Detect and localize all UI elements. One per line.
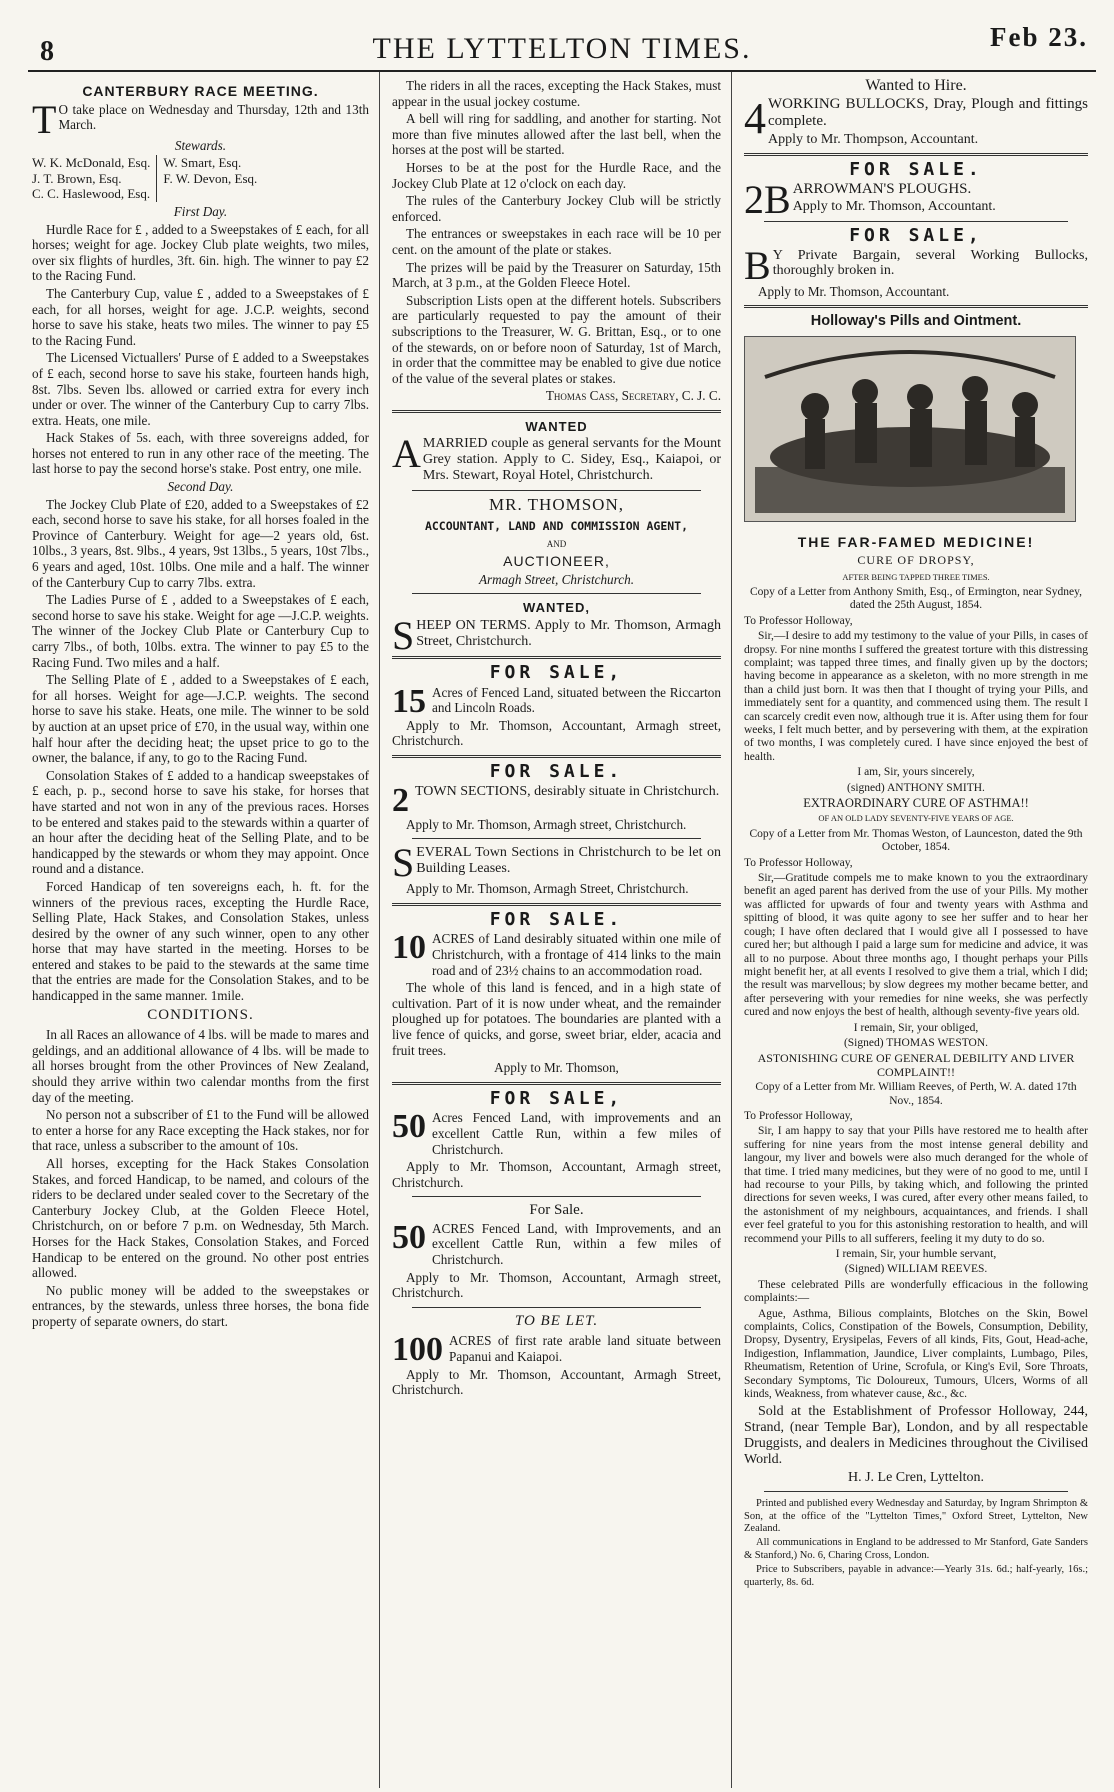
race-paragraph: Horses to be at the post for the Hurdle Race, and the Jockey Club Plate at 12 o'clock on each day. [392, 159, 721, 191]
divider [764, 221, 1068, 222]
sale-ad: 2 TOWN SECTIONS, desirably situate in Christchurch. [392, 781, 720, 819]
dropsy-subheading: AFTER BEING TAPPED THREE TIMES. [842, 571, 990, 582]
for-sale-heading: FOR SALE, [849, 224, 983, 246]
first-day-heading: First Day. [173, 203, 228, 219]
sold-at: Sold at the Establishment of Professor Holloway, 244, Strand, (near Temple Bar), London, and by all respectable Druggists, and dealers in Medicines throughout the Civilised World. [744, 1403, 1088, 1467]
divider [392, 903, 721, 906]
testimonial-body: Sir,—Gratitude compels me to make known to you the extraordinary benefit an aged parent has derived from the use of your Pills. My mother was afflicted for upwards of four and twenty years with Asthma and spitting of blood, it was quite agony to see her suffer and to hear her cough; I have often declared that I would give all I possessed to have cured her; but although I paid a large sum for medicine and advice, it was all to no purpose. About three months ago, I thought perhaps your Pills might benefit her, at all events I resolved to give them a trial, which I did; the result was marvellous; by slow degrees my mother became better, and after persevering with your remedies for nine weeks, she was perfectly cured and now enjoys the best of health, although seventy-five years old. [744, 872, 1088, 1019]
complaints-list: Ague, Asthma, Bilious complaints, Blotches on the Skin, Bowel complaints, Colics, Constipation of the Bowels, Consumption, Debility, Dropsy, Dysentry, Erysipelas, Fevers of all kinds, Fits, Gout, Head-ache, Indigestion, Inflammation, Jaundice, Liver complaints, Lumbago, Piles, Rheumatism, Retention of Urine, Scrofula, or King's Evil, Sore Throats, Secondary Symptoms, Tic Doloureux, Tumours, Ulcers, Worms of all kinds, Weakness, from whatever cause, &c., &c. [744, 1307, 1088, 1401]
hire-apply: Apply to Mr. Thompson, Accountant. [768, 131, 979, 147]
sale-apply: Apply to Mr. Thomson, Accountant, Armagh street, Christchurch. [392, 717, 721, 749]
sale-ad: 15 Acres of Fenced Land, situated between the Riccarton and Lincoln Roads. [392, 682, 721, 720]
divider [392, 656, 721, 659]
imprint-line: Price to Subscribers, payable in advance:—Yearly 31s. 6d.; half-yearly, 16s.; quarterly, 8s. 6d. [744, 1564, 1088, 1588]
race-heading: CANTERBURY RACE MEETING. [82, 83, 319, 99]
divider [744, 305, 1088, 308]
letter-close: I remain, Sir, your humble servant, [835, 1248, 997, 1261]
imprint-line: All communications in England to be addressed to Mr Stanford, Gate Sanders & Stanford,) No. 6, Charing Cross, London. [744, 1537, 1088, 1561]
divider [392, 1082, 721, 1085]
race-paragraph: The Ladies Purse of £ , added to a Sweepstakes of £ each, second horse to save his stake. Weight for age —J.C.P. weights. The winner of the Jockey Club Plate or Canterbury Cup to carry 7lbs., of both, 10lbs. extra. The winner to pay £5 to the Racing Fund. Two miles and a half. [32, 592, 369, 670]
letter-close: I am, Sir, yours sincerely, [857, 766, 975, 779]
wanted-heading: WANTED [525, 418, 588, 434]
for-sale-heading: FOR SALE. [849, 159, 983, 181]
race-paragraph: The Selling Plate of £ , added to a Sweepstakes of £ each, for all horses. Weight for age—J.C.P. weights. The second horse to save his stake. Heats, one mile. The winner to be sold by auction at an upset price of £70, in the usual way, within one half hour after the deciding heat; the upset price to go to the owner, the balance, if any, to go to the Racing Fund. [32, 672, 369, 766]
wanted-ad: AMARRIED couple as general servants for the Mount Grey station. Apply to C. Sidey, Esq., Kaiapoi, or Mrs. Stewart, Royal Hotel, Christchurch. [392, 431, 721, 484]
dropsy-heading: CURE OF DROPSY, [857, 552, 975, 567]
hire-ad: 4 WORKING BULLOCKS, Dray, Plough and fittings complete. [744, 93, 1088, 143]
for-sale-heading: FOR SALE. [489, 761, 624, 782]
divider [744, 153, 1088, 156]
race-paragraph: Hack Stakes of 5s. each, with three sovereigns added, for horses not entered to run in any other race of the meeting. The last horse to pay the second horse's stake. Post entry, one mile. [32, 430, 369, 477]
condition-paragraph: All horses, excepting for the Hack Stakes Consolation Stakes, and forced Handicap, to be named, and colours of the riders to be declared under sealed cover to the Secretary of the Canterbury Jockey Club, at the Golden Fleece Hotel, Christchurch, on or before 7 p.m. on Wednesday, 5th March. Horses for the Hack Stakes, Consolation Stakes, and Forced Handicap to be entered on the ground. No other post entries allowed. [32, 1156, 369, 1281]
letter-copy-line: Copy of a Letter from Mr. Thomas Weston, of Launceston, dated the 9th October, 1854. [749, 827, 1083, 854]
race-paragraph: A bell will ring for saddling, and another for starting. Not more than five minutes allowed after the last bell, when the horses at the post will be started. [392, 111, 721, 158]
sale-ad: 2B ARROWMAN'S PLOUGHS. [744, 176, 972, 222]
debility-heading: ASTONISHING CURE OF GENERAL DEBILITY AND LIVER COMPLAINT!! [757, 1051, 1075, 1079]
race-paragraph: The rules of the Canterbury Jockey Club will be strictly enforced. [392, 193, 721, 224]
wanted-ad: SHEEP ON TERMS. Apply to Mr. Thomson, Armagh Street, Christchurch. [392, 613, 721, 659]
page-number: 8 [40, 36, 54, 67]
for-sale-heading: FOR SALE. [489, 908, 624, 930]
race-intro: T O take place on Wednesday and Thursday, 12th and 13th March. [32, 96, 369, 142]
letter-salutation: To Professor Holloway, [744, 1109, 853, 1122]
efficacious-intro: These celebrated Pills are wonderfully efficacious in the following complaints:— [744, 1278, 1088, 1305]
for-sale-heading: For Sale. [529, 1202, 584, 1219]
letter-copy-line: Copy of a Letter from Mr. William Reeves, of Perth, W. A. dated 17th Nov., 1854. [755, 1081, 1077, 1107]
sale-apply: Apply to Mr. Thomson, Armagh street, Christchurch. [406, 816, 687, 832]
holloway-heading: Holloway's Pills and Ointment. [810, 313, 1022, 330]
newspaper-title: THE LYTTELTON TIMES. [372, 32, 752, 65]
race-paragraph: The prizes will be paid by the Treasurer on Saturday, 15th March, at 3 p.m., at the Golden Fleece Hotel. [392, 259, 721, 291]
race-paragraph: The Jockey Club Plate of £20, added to a Sweepstakes of £2 each, second horse to save his stake, for all horses foaled in the Province of Canterbury. Weight for age—2 years old, 6st. 10lbs., 3 years, 8st. 9lbs., 4 years, 9st 13lbs., 5 years, 10st 7lbs., 6 years and aged, 10st. 10lbs. One mile and a half. The winner of the Canterbury Cup to carry 7lbs. extra. [32, 496, 369, 590]
testimonial-body: Sir, I am happy to say that your Pills have restored me to health after suffering for nine years from the most intense general debility and langour, my liver and bowels were also much deranged for the whole of that time. I tried many medicines, but they were of no good to me, until I had recourse to your Pills, by taking which, and following the printed directions for seven weeks, I was cured, after every other means failed, to the astonishment of my neighbours, acquaintances, and friends. I shall ever feel grateful to you for this astonishing restoration to health, and will recommend your Pills to all sufferers, feeling it my duty to do so. [744, 1125, 1088, 1245]
hire-heading: Wanted to Hire. [865, 77, 967, 94]
divider [764, 1491, 1068, 1492]
imprint-line: Printed and published every Wednesday and Saturday, by Ingram Shrimpton & Son, at the office of the "Lyttelton Times," Oxford Street, Lyttelton, New Zealand. [744, 1498, 1088, 1534]
letter-signature: (Signed) WILLIAM REEVES. [844, 1263, 988, 1276]
far-famed-heading: THE FAR-FAMED MEDICINE! [797, 534, 1035, 551]
sale-ad: SEVERAL Town Sections in Christchurch to be let on Building Leases. [392, 840, 721, 886]
thomson-auctioneer: AUCTIONEER, [503, 553, 610, 570]
sale-ad: 50 ACRES Fenced Land, with Improvements, and an excellent Cattle Run, within a few miles of Christchurch. [392, 1218, 721, 1268]
column-2 [380, 72, 732, 1788]
steward: C. C. Haslewood, Esq. [32, 186, 151, 202]
divider [412, 490, 701, 491]
race-paragraph: The Licensed Victuallers' Purse of £ added to a Sweepstakes of £ each, second horse to save his stake, fourteen hands high, 8st. 7lbs. Seven lbs. allowed or carried extra for every inch under or over. The winner of the Canterbury Cup to carry 7lbs. extra. Heats, one mile. [32, 350, 369, 428]
thomson-title: ACCOUNTANT, LAND AND COMMISSION AGENT, [424, 519, 689, 534]
stewards-list [32, 155, 369, 202]
steward: W. Smart, Esq. [163, 155, 242, 171]
sale-apply: Apply to Mr. Thomson, Accountant, Armagh street, Christchurch. [392, 1269, 721, 1301]
thomson-name: MR. THOMSON, [489, 495, 624, 515]
divider [412, 1307, 701, 1308]
letter-signature: (Signed) THOMAS WESTON. [843, 1036, 989, 1049]
condition-paragraph: No person not a subscriber of £1 to the Fund will be allowed to enter a horse for any Race excepting the Hack stakes, nor for that race, unless a subscriber to the amount of 10s. [32, 1107, 369, 1154]
sale-ad-detail: The whole of this land is fenced, and in a high state of cultivation. Part of it is now under wheat, and the remainder ploughed up for potatoes. The boundaries are planted with a live fence of quicks, and gorse, sweet briar, elder, acacia and fruit trees. [392, 980, 721, 1058]
wanted-heading: WANTED, [523, 600, 590, 616]
asthma-heading: EXTRAORDINARY CURE OF ASTHMA!! [803, 796, 1029, 811]
divider [412, 838, 701, 839]
divider [412, 1196, 701, 1197]
for-sale-heading: FOR SALE, [489, 1087, 624, 1109]
race-paragraph: Consolation Stakes of £ added to a handicap sweepstakes of £ each, p. p., second horse to save his stake, for horses that have started and not won in any of the previous races. Horses to be entered and stakes paid to the stewards within a quarter of an hour after the deciding heat of the Selling Plate, and to be handicapped by the stewards or whom they may appoint. Once round and a distance. [32, 767, 369, 877]
masthead [28, 14, 1096, 72]
thomson-and: AND [546, 538, 567, 549]
race-paragraph: The riders in all the races, excepting the Hack Stakes, must appear in the usual jockey costume. [392, 78, 721, 109]
letter-salutation: To Professor Holloway, [744, 856, 853, 869]
let-apply: Apply to Mr. Thomson, Accountant, Armagh Street, Christchurch. [392, 1366, 721, 1398]
sale-apply: Apply to Mr. Thomson, Armagh Street, Christchurch. [406, 881, 689, 897]
issue-date: Feb 23. [990, 22, 1088, 52]
sale-ad: 50 Acres Fenced Land, with improvements and an excellent Cattle Run, within a few miles of Christchurch. [392, 1108, 721, 1157]
column-3 [732, 72, 1092, 1788]
sale-ad: 10 ACRES of Land desirably situated within one mile of Christchurch, with a frontage of 414 links to the main road and of 23½ chains to an accommodation road. [392, 929, 721, 978]
conditions-heading: CONDITIONS. [147, 1006, 254, 1023]
steward: J. T. Brown, Esq. [32, 170, 122, 186]
steward: W. K. McDonald, Esq. [32, 155, 151, 171]
letter-signature: (signed) ANTHONY SMITH. [847, 781, 985, 794]
sale-ad: B Y Private Bargain, several Working Bullocks, thoroughly broken in. [744, 242, 1088, 288]
race-signature: Thomas Cass, Secretary, C. J. C. [545, 388, 721, 404]
letter-copy-line: Copy of a Letter from Anthony Smith, Esq., of Ermington, near Sydney, dated the 25th August, 1854. [749, 585, 1083, 612]
letter-salutation: To Professor Holloway, [744, 614, 853, 627]
holloway-engraving-image [744, 336, 1076, 522]
sale-apply: Apply to Mr. Thomson, Accountant. [792, 199, 996, 215]
condition-paragraph: No public money will be added to the sweepstakes or entrances, by the stewards, unless three horses, the bona fide property of separate owners, do start. [32, 1282, 369, 1329]
race-paragraph: Hurdle Race for £ , added to a Sweepstakes of £ each, for all horses; weight for age. Jockey Club plate weights, two miles, over six flights of hurdles, 3ft. 6in. high. The winner to pay £2 to the Racing Fund. [32, 221, 369, 284]
to-let-heading: TO BE LET. [514, 1312, 599, 1329]
steward: F. W. Devon, Esq. [163, 170, 258, 186]
asthma-subheading: OF AN OLD LADY SEVENTY-FIVE YEARS OF AGE. [818, 813, 1014, 824]
testimonial-body: Sir,—I desire to add my testimony to the value of your Pills, in cases of dropsy. For nine months I suffered the greatest torture with this distressing complaint; was tapped three times, and finally given up by the doctors; having become in appearance as a skeleton, with no more strength in me than a child just born. It was then that I thought of trying your Pills, and immediately sent for a quantity, and commenced using them. The result I can scarcely credit even now, although true it is. After using them for four weeks, I felt much better, and by persevering with them, at the expiration of two months, I was completely cured. I have since enjoyed the best of health. [744, 630, 1088, 763]
race-paragraph: The entrances or sweepstakes in each race will be 10 per cent. on the amount of the plate or stakes. [392, 226, 721, 257]
divider [392, 410, 721, 413]
agent-name: H. J. Le Cren, Lyttelton. [847, 1469, 985, 1485]
let-ad: 100 ACRES of first rate arable land situate between Papanui and Kaiapoi. [392, 1331, 721, 1369]
condition-paragraph: In all Races an allowance of 4 lbs. will be made to mares and geldings, and an additional allowance of 4 lbs. will be made to all horses brought from the other Provinces of New Zealand, should they arrive within two calendar months from the first day of the meeting. [32, 1027, 369, 1105]
divider [392, 755, 721, 758]
sale-apply: Apply to Mr. Thomson, [494, 1060, 619, 1076]
race-paragraph: Subscription Lists open at the different hotels. Subscribers are particularly requested to pay the amount of their subscriptions to the Treasurer, W. G. Brittan, Esq., or to one of the stewards, on or before noon of Saturday, 1st of March, in order that the committee may be enabled to give due notice of the value of the several plates or stakes. [392, 292, 721, 386]
race-paragraph: Forced Handicap of ten sovereigns each, h. ft. for the winners of the previous races, excepting the Hurdle Race, Selling Plate, Hack Stakes, and Consolation Stakes, unless desired by the owner of any such winner, open to any other horse that may have started in the meeting. Horses to be entered and stakes to be paid to the stewards at the same time that the entries are made for the Consolation Stakes, and to be handicapped in the same manner. 1mile. [32, 878, 369, 1004]
divider [412, 593, 701, 594]
for-sale-heading: FOR SALE, [489, 662, 624, 684]
column-1 [28, 72, 380, 1788]
stewards-heading: Stewards. [174, 137, 227, 153]
letter-close: I remain, Sir, your obliged, [853, 1021, 979, 1034]
sale-apply: Apply to Mr. Thomson, Accountant, Armagh street, Christchurch. [392, 1159, 721, 1190]
race-paragraph: The Canterbury Cup, value £ , added to a Sweepstakes of £ each, for all horses, weight for age. J.C.P. weights, second horse to save his stake, heats two miles. The winner to pay £5 to the Racing Fund. [32, 285, 369, 348]
imprint [744, 1498, 1088, 1589]
second-day-heading: Second Day. [167, 479, 234, 495]
thomson-address: Armagh Street, Christchurch. [478, 571, 635, 587]
sale-apply: Apply to Mr. Thomson, Accountant. [758, 283, 950, 299]
